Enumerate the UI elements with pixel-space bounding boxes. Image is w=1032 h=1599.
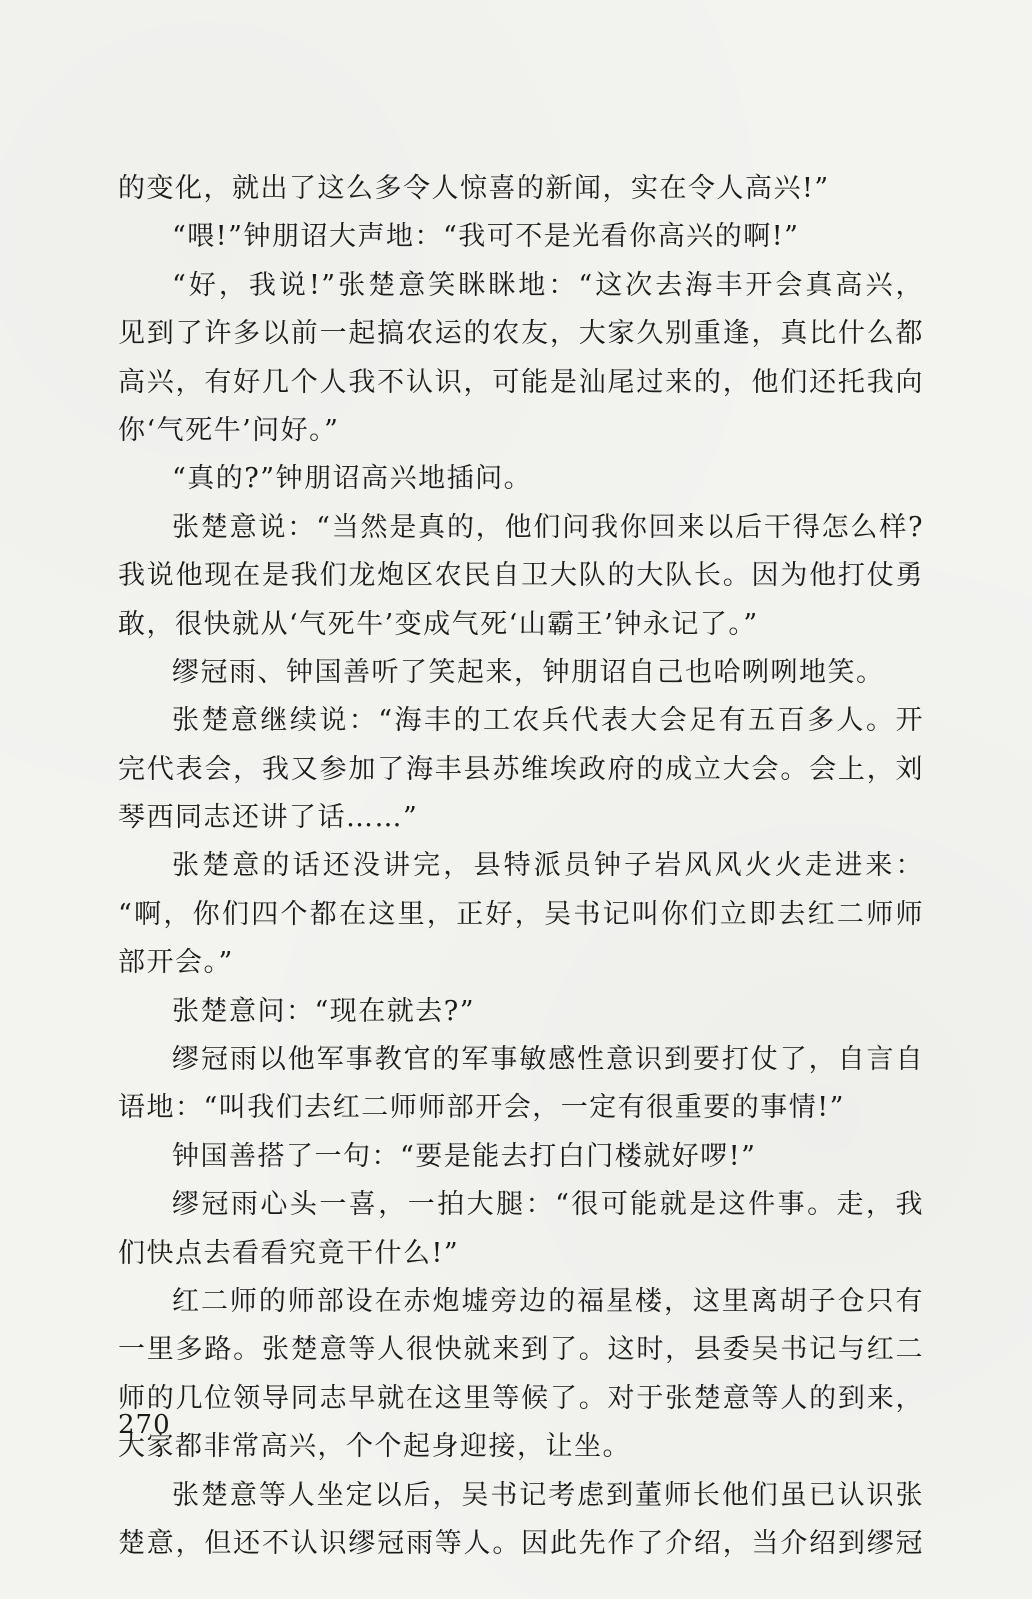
text-line: 红二师的师部设在赤炮墟旁边的福星楼，这里离胡子仓只有 [172,1285,924,1317]
text-line: 高兴，有好几个人我不认识，可能是汕尾过来的，他们还托我向 [118,366,924,398]
text-line: 师的几位领导同志早就在这里等候了。对于张楚意等人的到来， [118,1382,924,1414]
text-line: 大家都非常高兴，个个起身迎接，让坐。 [118,1431,631,1463]
text-line: 琴西同志还讲了话……” [118,802,419,834]
text-line: “啊，你们四个都在这里，正好，吴书记叫你们立即去红二师师 [118,898,924,930]
text-line: 张楚意等人坐定以后，吴书记考虑到董师长他们虽已认识张 [172,1479,924,1511]
text-line: 你‘气死牛’问好。” [118,414,340,446]
text-line: 敢，很快就从‘气死牛’变成气死‘山霸王’钟永记了。” [118,608,759,640]
text-line: 缪冠雨心头一喜，一拍大腿：“很可能就是这件事。走，我 [172,1189,924,1221]
text-line: 部开会。” [118,947,234,979]
body-text [118,165,924,1568]
text-line: 一里多路。张楚意等人很快就来到了。这时，县委吴书记与红二 [118,1334,924,1366]
page-number: 270 [118,1410,171,1440]
text-line: “喂!”钟朋诏大声地：“我可不是光看你高兴的啊!” [172,221,800,253]
text-line: 完代表会，我又参加了海丰县苏维埃政府的成立大会。会上，刘 [118,753,924,785]
text-line: 们快点去看看究竟干什么!” [118,1237,460,1269]
text-line: 缪冠雨、钟国善听了笑起来，钟朋诏自己也哈咧咧地笑。 [172,656,885,688]
text-line: 张楚意继续说：“海丰的工农兵代表大会足有五百多人。开 [172,705,924,737]
text-line: 钟国善搭了一句：“要是能去打白门楼就好啰!” [172,1140,757,1172]
text-line: 的变化，就出了这么多令人惊喜的新闻，实在令人高兴!” [118,173,830,204]
text-line: 张楚意问：“现在就去?” [172,995,476,1027]
text-line: 张楚意的话还没讲完，县特派员钟子岩风风火火走进来： [172,850,924,882]
text-line: 张楚意说：“当然是真的，他们问我你回来以后干得怎么样? [172,511,924,543]
text-line: 缪冠雨以他军事教官的军事敏感性意识到要打仗了，自言自 [172,1044,924,1076]
text-line: 我说他现在是我们龙炮区农民自卫大队的大队长。因为他打仗勇 [118,560,924,592]
text-line: 语地：“叫我们去红二师师部开会，一定有很重要的事情!” [118,1092,845,1124]
text-line: “好，我说!”张楚意笑眯眯地：“这次去海丰开会真高兴， [172,269,924,301]
text-line: 楚意，但还不认识缪冠雨等人。因此先作了介绍，当介绍到缪冠 [118,1527,924,1559]
text-line: “真的?”钟朋诏高兴地插问。 [172,463,533,495]
text-line: 见到了许多以前一起搞农运的农友，大家久别重逢，真比什么都 [118,318,924,350]
